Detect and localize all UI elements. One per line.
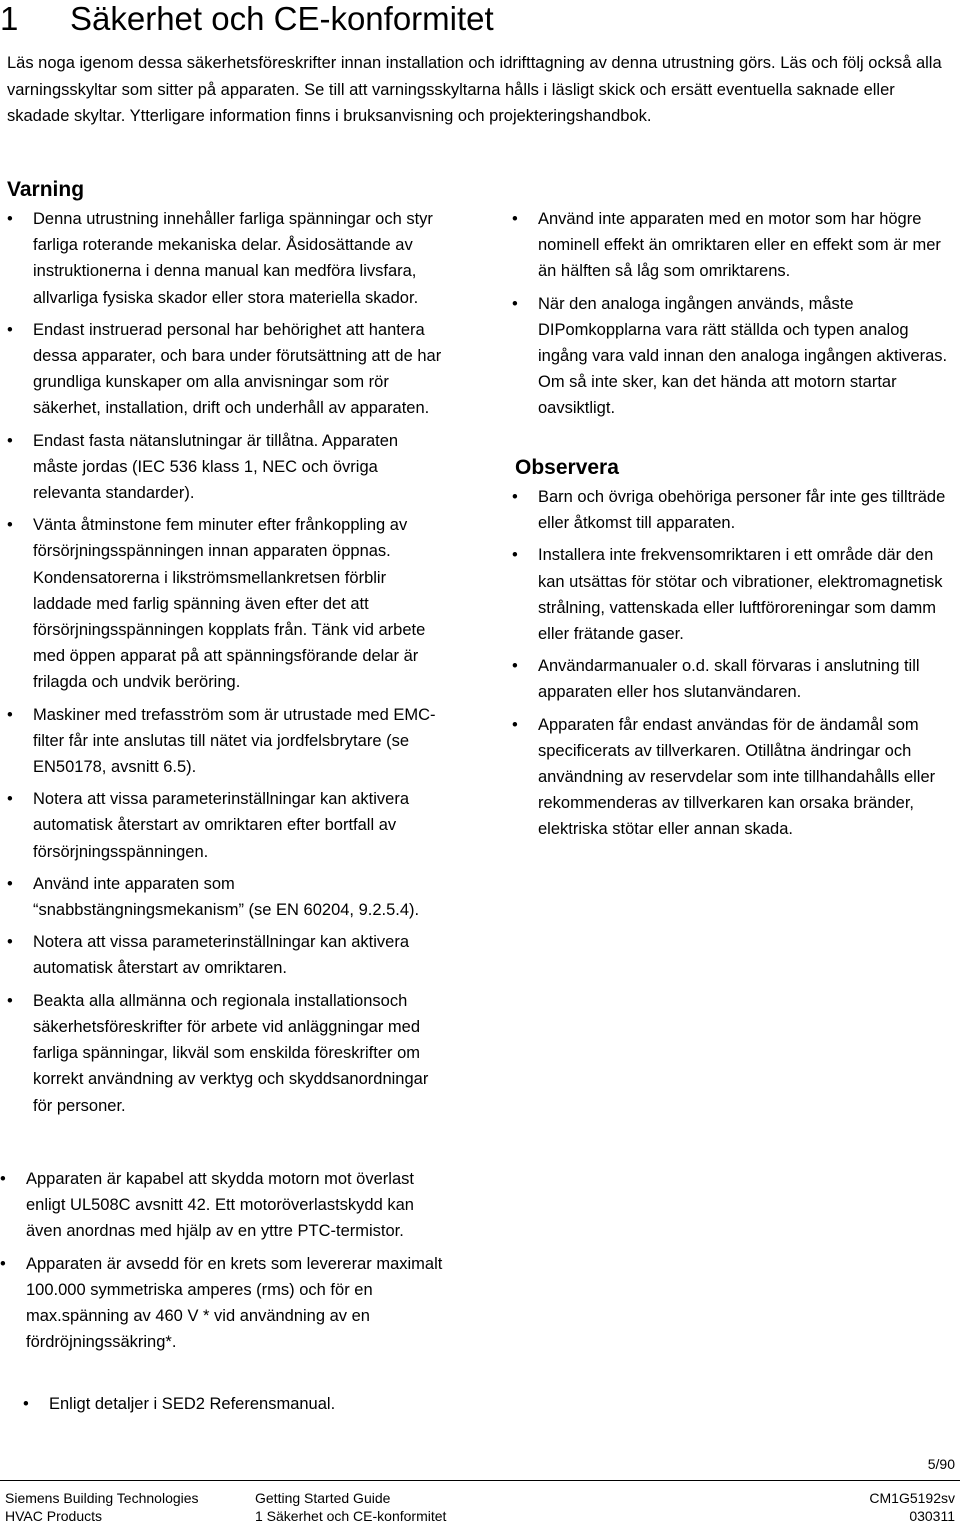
bullet-icon: • <box>0 1254 6 1273</box>
list-item: • Barn och övriga obehöriga personer får inte ges tillträde eller åtkomst till apparaten. <box>538 484 956 536</box>
bullet-icon: • <box>512 294 518 313</box>
list-item: • Apparaten är avsedd för en krets som levererar maximalt 100.000 symmetriska amperes (rms) och för en max.spänning av 460 V * vid användning av en fördröjningssäkring*. <box>26 1251 446 1356</box>
warning-list-ul <box>0 1166 446 1361</box>
footer-date: 030311 <box>909 1508 955 1524</box>
list-item: • Maskiner med trefasström som är utrustade med EMC-filter får inte anslutas till nätet via jordfelsbrytare (se EN50178, avsnitt 6.5). <box>33 702 445 781</box>
list-item: • Apparaten får endast användas för de ändamål som specificerats av tillverkaren. Otillåtna ändringar och användning av reservdelar som inte tillhandahålls eller rekommenderas av tillverkaren kan orsaka bränder, elektriska stötar eller annan skada. <box>538 712 956 843</box>
list-item: • Använd inte apparaten som “snabbstängningsmekanism” (se EN 60204, 9.2.5.4). <box>33 871 445 923</box>
footer-doc-id: CM1G5192sv <box>869 1490 955 1506</box>
bullet-icon: • <box>512 546 518 565</box>
bullet-icon: • <box>0 1170 6 1188</box>
page-number: 5/90 <box>927 1456 955 1472</box>
list-item: • Användarmanualer o.d. skall förvaras i anslutning till apparaten eller hos slutanvändaren. <box>538 653 956 705</box>
footer-company: Siemens Building Technologies <box>5 1490 199 1506</box>
bullet-icon: • <box>512 488 518 506</box>
warning-heading: Varning <box>7 178 85 201</box>
warning-list-right <box>512 206 956 428</box>
list-item: • Endast fasta nätanslutningar är tillåtna. Apparaten måste jordas (IEC 536 klass 1, NEC och övriga relevanta standarder). <box>33 428 445 507</box>
note-list <box>512 484 956 849</box>
bullet-icon: • <box>7 705 13 724</box>
bullet-icon: • <box>512 210 518 228</box>
list-item: • Beakta alla allmänna och regionala installationsoch säkerhetsföreskrifter för arbete vid anläggningar med farliga spänningar, likväl som enskilda föreskrifter om korrekt användning av verktyg och skyddsanordningar för personer. <box>33 988 445 1119</box>
intro-paragraph: Läs noga igenom dessa säkerhetsföreskrifter innan installation och idrifttagning av denna utrustning görs. Läs och följ också alla varningsskyltar som sitter på apparaten. Se till att varningsskyltarna hålls i läsligt skick och ersätt eventuella saknade eller skadade skyltar. Ytterligare information finns i bruksanvisning och projekteringshandbok. <box>7 54 942 125</box>
bullet-icon: • <box>7 431 13 450</box>
footer-divider <box>0 1480 960 1481</box>
bullet-icon: • <box>7 991 13 1010</box>
bullet-icon: • <box>7 516 13 535</box>
list-item: • Notera att vissa parameterinställningar kan aktivera automatisk återstart av omriktaren. <box>33 929 445 981</box>
bullet-icon: • <box>512 715 518 734</box>
bullet-icon: • <box>7 874 13 893</box>
bullet-icon: • <box>23 1395 29 1413</box>
bullet-icon: • <box>512 657 518 676</box>
list-item: • Endast instruerad personal har behörighet att hantera dessa apparater, och bara under förutsättning att de har grundliga kunskaper om alla anvisningar som rör säkerhet, installation, drift och underhåll av apparaten. <box>33 317 445 422</box>
list-item: • Installera inte frekvensomriktaren i ett område där den kan utsättas för stötar och vibrationer, elektromagnetisk strålning, vattenskada eller luftföroreningar som damm eller frätande gaser. <box>538 542 956 647</box>
list-item: • Använd inte apparaten med en motor som har högre nominell effekt än omriktaren eller en effekt som är mer än hälften så låg som omriktarens. <box>538 206 956 285</box>
chapter-title: Säkerhet och CE-konformitet <box>70 0 494 37</box>
list-item: • Vänta åtminstone fem minuter efter frånkoppling av försörjningsspänningen innan apparaten öppnas. Kondensatorerna i likströmsmellankretsen förblir laddade med farlig spänning även efter det att försörjningsspänningen kopplats från. Tänk vid arbete med öppen apparat på att spänningsförande delar är frilagda och undvik beröring. <box>33 512 445 695</box>
bullet-icon: • <box>7 790 13 809</box>
list-item: • Enligt detaljer i SED2 Referensmanual. <box>49 1391 449 1417</box>
chapter-number: 1 <box>0 0 19 37</box>
footer-division: HVAC Products <box>5 1508 102 1524</box>
footer-guide: Getting Started Guide <box>255 1490 391 1506</box>
list-item: • Notera att vissa parameterinställningar kan aktivera automatisk återstart av omriktaren efter bortfall av försörjningsspänningen. <box>33 786 445 865</box>
list-item: • Denna utrustning innehåller farliga spänningar och styr farliga roterande mekaniska delar. Åsidosättande av instruktionerna i denna manual kan medföra livsfara, allvarliga fysiska skador eller stora materiella skador. <box>33 206 445 311</box>
bullet-icon: • <box>7 320 13 339</box>
footnote-list <box>23 1391 449 1417</box>
list-item: • När den analoga ingången används, måste DIPomkopplarna vara rätt ställda och typen analog ingång vara vald innan den analoga ingången aktiveras. Om så inte sker, kan det hända att motorn startar oavsiktligt. <box>538 291 956 422</box>
chapter-heading <box>0 0 494 38</box>
bullet-icon: • <box>7 933 13 952</box>
warning-list <box>7 206 445 1125</box>
bullet-icon: • <box>7 210 13 228</box>
list-item: • Apparaten är kapabel att skydda motorn mot överlast enligt UL508C avsnitt 42. Ett motoröverlastskydd kan även anordnas med hjälp av en yttre PTC-termistor. <box>26 1166 446 1245</box>
footer-section: 1 Säkerhet och CE-konformitet <box>255 1508 447 1524</box>
note-heading: Observera <box>515 456 619 479</box>
